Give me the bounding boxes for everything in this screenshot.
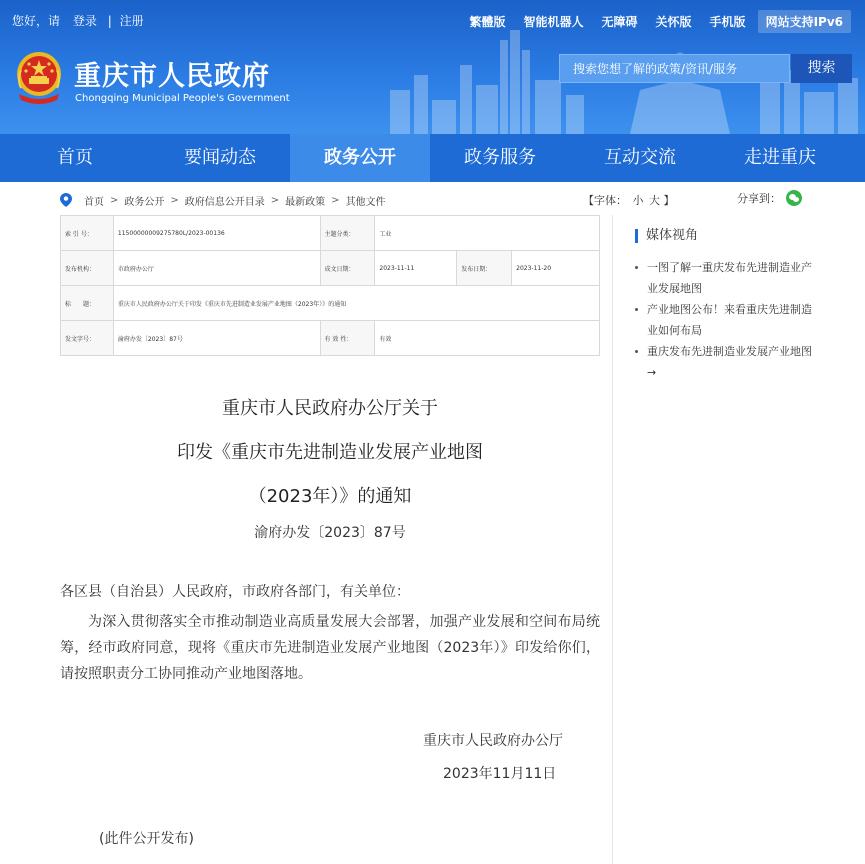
media-link[interactable]: 产业地图公布！来看重庆先进制造业如何布局 xyxy=(635,299,813,341)
breadcrumb xyxy=(60,192,386,208)
article-issuer: 重庆市人民政府办公厅 xyxy=(423,733,563,749)
media-perspective-title: 媒体视角 xyxy=(635,229,698,243)
doc-number-label: 发文字号： xyxy=(61,321,114,356)
breadcrumb-disclosure[interactable]: 政务公开 xyxy=(124,196,165,208)
main-nav xyxy=(0,134,865,182)
ipv6-badge: 网站支持IPv6 xyxy=(758,10,851,33)
doc-number-value: 渝府办发〔2023〕87号 xyxy=(113,321,320,356)
breadcrumb-home[interactable]: 首页 xyxy=(84,196,104,208)
title-label: 标 题： xyxy=(61,286,114,321)
issuer-value: 市政府办公厅 xyxy=(113,251,320,286)
article-body: 为深入贯彻落实全市推动制造业高质量发展大会部署，加强产业发展和空间布局统筹，经市政府同意，现将《重庆市先进制造业发展产业地图（2023年）》印发给你们，请按照职责分工协同推动产业地图落地。 xyxy=(60,614,600,682)
nav-government-services[interactable]: 政务服务 xyxy=(464,147,536,168)
article-doc-number: 渝府办发〔2023〕87号 xyxy=(254,525,406,541)
site-header xyxy=(0,0,865,134)
search-input[interactable]: 搜索您想了解的政策/资讯/服务 xyxy=(559,54,790,83)
login-divider: | xyxy=(107,14,112,28)
article-date: 2023年11月11日 xyxy=(443,766,557,782)
index-label: 索 引 号： xyxy=(61,216,114,251)
category-value: 工业 xyxy=(375,216,600,251)
search-button[interactable]: 搜索 xyxy=(791,54,852,83)
document-info-table xyxy=(60,215,600,356)
media-sidebar xyxy=(612,215,865,864)
register-link[interactable]: 注册 xyxy=(119,14,144,28)
elderly-care-link[interactable]: 关怀版 xyxy=(655,15,692,29)
site-title[interactable]: 重庆市人民政府 xyxy=(74,61,270,92)
font-size-close: 】 xyxy=(663,194,675,207)
nav-about-chongqing[interactable]: 走进重庆 xyxy=(744,147,816,168)
breadcrumb-latest-policy[interactable]: 最新政策 xyxy=(285,196,326,208)
breadcrumb-separator: > xyxy=(331,194,340,206)
smart-robot-link[interactable]: 智能机器人 xyxy=(523,15,584,29)
breadcrumb-separator: > xyxy=(110,194,119,206)
article-title-line-1: 重庆市人民政府办公厅关于 xyxy=(222,398,438,419)
nav-government-affairs-disclosure[interactable]: 政务公开 xyxy=(290,134,430,182)
table-row xyxy=(61,251,600,286)
greeting-text: 您好，请 xyxy=(12,14,61,28)
site-subtitle: Chongqing Municipal People's Government xyxy=(75,93,290,104)
index-value: 11500000009275780L/2023-00136 xyxy=(113,216,320,251)
breadcrumb-separator: > xyxy=(170,194,179,206)
issuer-label: 发布机构： xyxy=(61,251,114,286)
article-title-line-3: （2023年）》的通知 xyxy=(248,486,412,507)
published-date-label: 发布日期： xyxy=(457,251,512,286)
breadcrumb-other-files[interactable]: 其他文件 xyxy=(345,196,386,208)
category-label: 主题分类： xyxy=(320,216,375,251)
validity-value: 有效 xyxy=(375,321,600,356)
breadcrumb-catalog[interactable]: 政府信息公开目录 xyxy=(184,196,265,208)
font-size-label: 【字体： xyxy=(583,194,627,207)
login-link[interactable]: 登录 xyxy=(72,14,97,28)
font-size-control xyxy=(583,192,675,208)
nav-interaction[interactable]: 互动交流 xyxy=(604,147,676,168)
top-utility-bar xyxy=(0,0,865,38)
wechat-icon[interactable] xyxy=(786,190,802,206)
font-size-large[interactable]: 大 xyxy=(649,194,660,207)
article-title-line-2: 印发《重庆市先进制造业发展产业地图 xyxy=(177,442,483,463)
share-label: 分享到： xyxy=(737,192,781,205)
media-link[interactable]: 一图了解一重庆发布先进制造业产业发展地图 xyxy=(635,257,813,299)
top-links xyxy=(451,10,851,33)
login-area xyxy=(12,12,147,29)
nav-news[interactable]: 要闻动态 xyxy=(184,147,256,168)
written-date-label: 成文日期： xyxy=(320,251,375,286)
table-row xyxy=(61,321,600,356)
location-pin-icon xyxy=(60,193,72,207)
font-size-small[interactable]: 小 xyxy=(632,194,644,207)
accessibility-link[interactable]: 无障碍 xyxy=(601,15,638,29)
validity-label: 有 效 性： xyxy=(320,321,375,356)
national-emblem-icon[interactable] xyxy=(13,50,65,104)
title-value: 重庆市人民政府办公厅关于印发《重庆市先进制造业发展产业地图（2023年）》的通知 xyxy=(113,286,599,321)
table-row xyxy=(61,286,600,321)
media-link[interactable]: 重庆发布先进制造业发展产业地图→ xyxy=(635,341,813,383)
article-addressee: 各区县（自治县）人民政府，市政府各部门，有关单位： xyxy=(60,584,410,600)
nav-home[interactable]: 首页 xyxy=(57,147,93,168)
table-row xyxy=(61,216,600,251)
breadcrumb-separator: > xyxy=(270,194,280,206)
mobile-version-link[interactable]: 手机版 xyxy=(709,15,746,29)
written-date-value: 2023-11-11 xyxy=(375,251,457,286)
published-date-value: 2023-11-20 xyxy=(512,251,600,286)
traditional-chinese-link[interactable]: 繁體版 xyxy=(469,15,506,29)
public-release-note: (此件公开发布) xyxy=(99,831,194,847)
share-area xyxy=(737,190,802,206)
